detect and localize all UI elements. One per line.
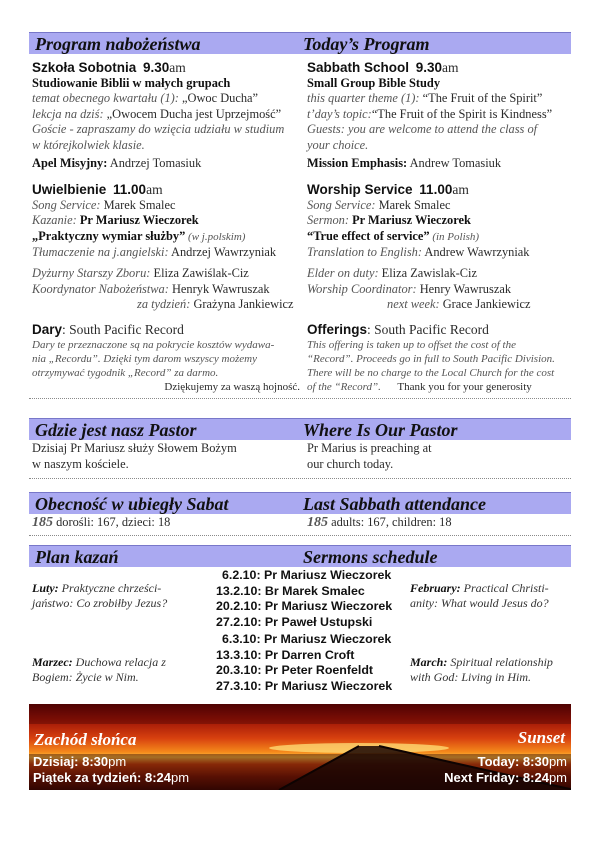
offerings-column-pl	[32, 322, 300, 394]
translation: Translation to English: Andrew Wawrzyniak	[307, 245, 530, 260]
mission-emphasis: Mission Emphasis: Andrew Tomasiuk	[307, 155, 502, 170]
sabbath-school-heading: Sabbath School 9.30am	[307, 60, 459, 75]
attendance-text-pl: 185 dorośli: 167, dzieci: 18	[32, 515, 171, 530]
offerings-column-en	[307, 322, 572, 394]
pastor-title-pl: Gdzie jest nasz Pastor	[35, 420, 197, 440]
list-item: 27.3.10: Pr Mariusz Wieczorek	[216, 678, 393, 693]
list-item: 6.3.10: Pr Mariusz Wieczorek	[222, 632, 392, 646]
offerings-heading: Dary: South Pacific Record	[32, 322, 184, 337]
list-item: 20.2.10: Pr Mariusz Wieczorek	[216, 599, 393, 614]
divider	[29, 535, 571, 536]
list-item: 27.2.10: Pr Paweł Ustupski	[216, 614, 373, 629]
lesson-topic: t’day’s topic:“The Fruit of the Spirit is Kindness”	[307, 106, 553, 121]
sabbath-school-desc: Small Group Bible Study	[307, 75, 441, 90]
elder-on-duty: Dyżurny Starszy Zboru: Eliza Zawiślak-Ciz	[32, 265, 249, 280]
sermon-title: “True effect of service” (in Polish)	[307, 228, 480, 243]
sermon-speaker: Kazanie: Pr Mariusz Wieczorek	[32, 213, 199, 228]
worship-column-en	[307, 182, 572, 313]
coordinator-next-week: next week: Grace Jankiewicz	[387, 297, 531, 312]
guests-note-2: w którejkolwiek klasie.	[32, 137, 145, 152]
sunset-next-en: Next Friday: 8:24pm	[444, 770, 567, 785]
attendance-total: 185	[32, 515, 53, 530]
lesson-topic: lekcja na dziś: „Owocem Ducha jest Uprzejmość”	[32, 106, 282, 121]
list-item: 13.2.10: Br Marek Smalec	[216, 583, 365, 598]
offerings-note-1: This offering is taken up to offset the cost of the	[307, 338, 516, 351]
offerings-note-3: otrzymywać tygodnik „Record” za darmo.	[32, 366, 219, 379]
program-title-pl: Program nabożeństwa	[35, 34, 201, 54]
sunset-banner	[29, 704, 571, 790]
sunset-next-pl: Piątek za tydzień: 8:24pm	[33, 770, 190, 785]
attendance-total: 185	[307, 515, 328, 530]
program-title-en: Today’s Program	[303, 34, 430, 54]
schedule-title-pl: Plan kazań	[35, 547, 119, 567]
quarter-theme: temat obecnego kwartału (1): „Owoc Ducha”	[32, 91, 259, 106]
sunset-title-pl: Zachód słońca	[34, 730, 137, 749]
sunset-title-en: Sunset	[517, 728, 565, 747]
program-column-en	[307, 58, 572, 171]
offerings-heading: Offerings: South Pacific Record	[307, 322, 489, 337]
february-theme-pl: Luty: Praktyczne chrześci- jaństwo: Co zrobiłby Jezus?	[32, 581, 168, 610]
pastor-text-en: Pr Marius is preaching at our church today.	[307, 441, 432, 471]
offerings-thanks: Dziękujemy za waszą hojność.	[164, 380, 300, 393]
schedule-header-band	[29, 545, 571, 567]
march-theme-pl: Marzec: Duchowa relacja z Bogiem: Życie w Nim.	[32, 655, 166, 684]
worship-heading: Uwielbienie 11.00am	[32, 182, 163, 197]
february-schedule	[212, 568, 392, 630]
march-schedule	[212, 632, 392, 694]
worship-coordinator: Worship Coordinator: Henry Wawruszak	[307, 281, 512, 296]
schedule-title-en: Sermons schedule	[303, 547, 438, 567]
worship-coordinator: Koordynator Nabożeństwa: Henryk Wawruszak	[32, 281, 270, 296]
pastor-title-en: Where Is Our Pastor	[303, 420, 458, 440]
offerings-note-2: “Record”. Proceeds go in full to South Pacific Division.	[307, 352, 555, 365]
offerings-note-2: nia „Recordu”. Dzięki tym darom wszyscy możemy	[32, 352, 257, 365]
february-theme-en: February: Practical Christi- anity: What would Jesus do?	[410, 581, 549, 610]
list-item: 6.2.10: Pr Mariusz Wieczorek	[222, 568, 392, 582]
offerings-note-3: There will be no charge to the Local Church for the cost	[307, 366, 555, 379]
divider	[29, 478, 571, 479]
guests-note-1: Goście - zapraszamy do wzięcia udziału w studium	[32, 122, 285, 137]
divider	[29, 398, 571, 399]
offerings-note-4: of the “Record”. Thank you for your generosity	[307, 380, 532, 393]
attendance-title-en: Last Sabbath attendance	[303, 494, 487, 514]
sabbath-school-desc: Studiowanie Biblii w małych grupach	[32, 75, 231, 90]
sermon-title: „Praktyczny wymiar służby” (w j.polskim)	[32, 228, 246, 243]
elder-on-duty: Elder on duty: Eliza Zawislak-Ciz	[307, 265, 477, 280]
song-service: Song Service: Marek Smalec	[32, 197, 176, 212]
song-service: Song Service: Marek Smalec	[307, 197, 451, 212]
attendance-text-en: 185 adults: 167, children: 18	[307, 515, 452, 530]
guests-note-2: your choice.	[307, 137, 369, 152]
worship-column-pl	[32, 182, 300, 313]
mission-emphasis: Apel Misyjny: Andrzej Tomasiuk	[32, 155, 202, 170]
quarter-theme: this quarter theme (1): “The Fruit of the Spirit”	[307, 91, 543, 106]
march-theme-en: March: Spiritual relationship with God: Living in Him.	[410, 655, 553, 684]
offerings-note-1: Dary te przeznaczone są na pokrycie kosztów wydawa-	[32, 338, 275, 351]
pastor-text-pl: Dzisiaj Pr Mariusz służy Słowem Bożym w naszym kościele.	[32, 441, 237, 471]
guests-note-1: Guests: you are welcome to attend the class of	[307, 122, 538, 137]
sabbath-school-heading: Szkoła Sobotnia 9.30am	[32, 60, 186, 75]
sunset-today-pl: Dzisiaj: 8:30pm	[33, 754, 127, 769]
translation: Tłumaczenie na j.angielski: Andrzej Wawrzyniak	[32, 245, 277, 260]
program-column-pl	[32, 58, 300, 171]
attendance-title-pl: Obecność w ubiegły Sabat	[35, 494, 229, 514]
list-item: 20.3.10: Pr Peter Roenfeldt	[216, 663, 374, 678]
list-item: 13.3.10: Pr Darren Croft	[216, 647, 355, 662]
sermon-speaker: Sermon: Pr Mariusz Wieczorek	[307, 213, 471, 228]
pastor-header-band	[29, 418, 571, 440]
coordinator-next-week: za tydzień: Grażyna Jankiewicz	[137, 297, 294, 312]
program-header-band	[29, 32, 571, 54]
attendance-header-band	[29, 492, 571, 514]
sunset-today-en: Today: 8:30pm	[477, 754, 567, 769]
worship-heading: Worship Service 11.00am	[307, 182, 469, 197]
